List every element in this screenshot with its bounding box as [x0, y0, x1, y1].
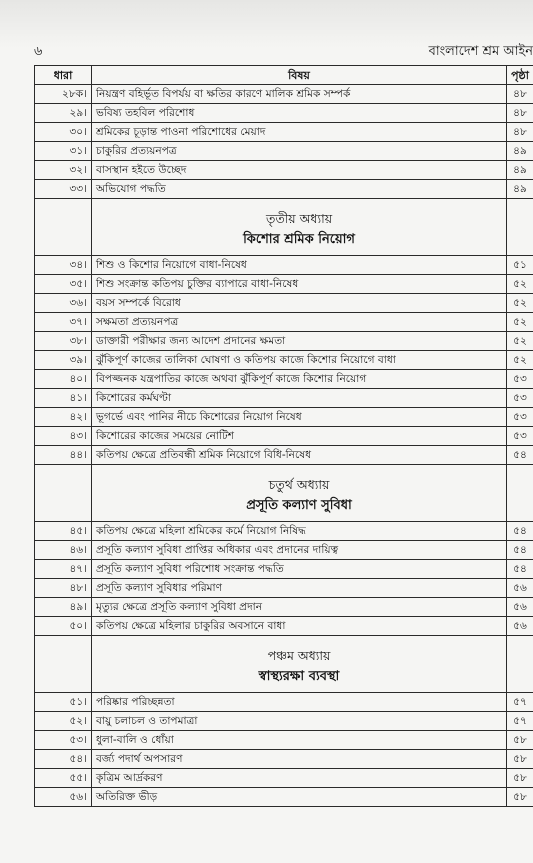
- section-number-cell: ৩০।: [35, 123, 92, 142]
- section-number-cell: ৪৬।: [35, 541, 92, 560]
- section-number-cell: ৪৮।: [35, 579, 92, 598]
- section-number-cell: ২৮ক।: [35, 85, 92, 104]
- section-group: [35, 256, 533, 465]
- table-row: [35, 294, 533, 313]
- subject-cell: সক্ষমতা প্রত্যয়নপত্র: [92, 313, 507, 332]
- table-row: [35, 161, 533, 180]
- subject-cell: কিশোরের কাজের সময়ের নোটিশ: [92, 427, 507, 446]
- subject-cell: শিশু ও কিশোর নিয়োগে বাধা-নিষেধ: [92, 256, 507, 275]
- subject-cell: বায়ু চলাচল ও তাপমাত্রা: [92, 712, 507, 731]
- table-row: [35, 256, 533, 275]
- table-row: [35, 446, 533, 465]
- table-row: [35, 769, 533, 788]
- subject-cell: ঝুঁকিপূর্ণ কাজের তালিকা ঘোষণা ও কতিপয় কাজে কিশোর নিয়োগে বাধা: [92, 351, 507, 370]
- page-number-cell: ৫২: [507, 332, 533, 351]
- subject-cell: বর্জ্য পদার্থ অপসারণ: [92, 750, 507, 769]
- subject-cell: ভবিষ্য তহবিল পরিশোধ: [92, 104, 507, 123]
- subject-cell: কৃত্রিম আর্দ্রকরণ: [92, 769, 507, 788]
- page-number-cell: ৪৮: [507, 123, 533, 142]
- chapter-heading-row: [35, 636, 533, 693]
- table-row: [35, 85, 533, 104]
- table-row: [35, 275, 533, 294]
- table-row: [35, 579, 533, 598]
- page-number-cell: ৫৩: [507, 427, 533, 446]
- table-row: [35, 712, 533, 731]
- page-number-cell: ৫৮: [507, 769, 533, 788]
- table-row: [35, 351, 533, 370]
- subject-cell: ভূগর্ভে এবং পানির নীচে কিশোরের নিয়োগ নিষেধ: [92, 408, 507, 427]
- section-number-cell: ৩৬।: [35, 294, 92, 313]
- page-number-cell: ৪৮: [507, 104, 533, 123]
- section-number-cell: ৪৯।: [35, 598, 92, 617]
- subject-cell: কতিপয় ক্ষেত্রে মহিলার চাকুরির অবসানে বাধা: [92, 617, 507, 636]
- section-number-cell: ৩৩।: [35, 180, 92, 199]
- page-number-cell: ৫৪: [507, 560, 533, 579]
- section-number-cell: ৪১।: [35, 389, 92, 408]
- table-row: [35, 598, 533, 617]
- section-group: [35, 693, 533, 807]
- section-number-cell: ৩৫।: [35, 275, 92, 294]
- table-row: [35, 123, 533, 142]
- subject-cell: শ্রমিকের চূড়ান্ত পাওনা পরিশোধের মেয়াদ: [92, 123, 507, 142]
- page-number-cell: ৫৭: [507, 693, 533, 712]
- page-number-cell: ৫৬: [507, 579, 533, 598]
- page-number-cell: ৫৭: [507, 712, 533, 731]
- page-number-cell: ৫১: [507, 256, 533, 275]
- chapter-subtitle: স্বাস্থ্যরক্ষা ব্যবস্থা: [258, 669, 340, 684]
- table-row: [35, 731, 533, 750]
- table-row: [35, 370, 533, 389]
- running-title: বাংলাদেশ শ্রম আইন: [428, 44, 533, 59]
- table-row: [35, 332, 533, 351]
- page-number-cell: ৪৯: [507, 161, 533, 180]
- table-row: [35, 408, 533, 427]
- table-row: [35, 750, 533, 769]
- chapter-block: [35, 636, 533, 693]
- column-header-page: পৃষ্ঠা: [507, 66, 533, 85]
- page-number-cell: ৫৩: [507, 408, 533, 427]
- page-number-cell: ৫৬: [507, 617, 533, 636]
- page-number-cell: ৫৪: [507, 446, 533, 465]
- section-number-cell: ৪২।: [35, 408, 92, 427]
- table-row: [35, 541, 533, 560]
- section-number-cell: ৫৩।: [35, 731, 92, 750]
- subject-cell: বয়স সম্পর্কে বিরোধ: [92, 294, 507, 313]
- section-number-cell: ৩২।: [35, 161, 92, 180]
- subject-cell: প্রসূতি কল্যাণ সুবিধা পরিশোধ সংক্রান্ত পদ্ধতি: [92, 560, 507, 579]
- table-row: [35, 693, 533, 712]
- section-number-cell: ৫৪।: [35, 750, 92, 769]
- page-number-cell: ৪৯: [507, 142, 533, 161]
- table-header-row: [35, 66, 533, 85]
- table-row: [35, 389, 533, 408]
- subject-cell: বিপজ্জনক যন্ত্রপাতির কাজে অথবা ঝুঁকিপূর্ণ কাজে কিশোর নিয়োগ: [92, 370, 507, 389]
- table-row: [35, 788, 533, 807]
- table-row: [35, 180, 533, 199]
- subject-cell: প্রসূতি কল্যাণ সুবিধার পরিমাণ: [92, 579, 507, 598]
- page-number-cell: ৫৬: [507, 598, 533, 617]
- section-number-cell: ৩১।: [35, 142, 92, 161]
- section-number-cell: ৩৪।: [35, 256, 92, 275]
- section-number-cell: ৫৫।: [35, 769, 92, 788]
- column-header-section: ধারা: [35, 66, 92, 85]
- page-number-cell: ৫২: [507, 294, 533, 313]
- chapter-heading-row: [35, 465, 533, 522]
- subject-cell: মৃত্যুর ক্ষেত্রে প্রসূতি কল্যাণ সুবিধা প্রদান: [92, 598, 507, 617]
- table-row: [35, 522, 533, 541]
- page-number-cell: ৪৯: [507, 180, 533, 199]
- subject-cell: কতিপয় ক্ষেত্রে মহিলা শ্রমিকের কর্মে নিয়োগ নিষিদ্ধ: [92, 522, 507, 541]
- page-number-cell: ৫২: [507, 313, 533, 332]
- subject-cell: অভিযোগ পদ্ধতি: [92, 180, 507, 199]
- contents-table: [34, 65, 533, 807]
- page-number-cell: ৪৮: [507, 85, 533, 104]
- section-number-cell: ৪৫।: [35, 522, 92, 541]
- chapter-subtitle: কিশোর শ্রমিক নিয়োগ: [243, 232, 355, 247]
- section-number-cell: ৩৮।: [35, 332, 92, 351]
- table-row: [35, 313, 533, 332]
- subject-cell: ধুলা-বালি ও ধোঁয়া: [92, 731, 507, 750]
- page-number-cell: ৫৪: [507, 522, 533, 541]
- table-row: [35, 560, 533, 579]
- chapter-block: [35, 465, 533, 522]
- section-number-cell: ৪৭।: [35, 560, 92, 579]
- page-number-cell: ৫৮: [507, 731, 533, 750]
- section-number-cell: ৪৩।: [35, 427, 92, 446]
- subject-cell: পরিষ্কার পরিচ্ছন্নতা: [92, 693, 507, 712]
- chapter-title: তৃতীয় অধ্যায়: [265, 211, 333, 226]
- section-number-cell: ৩৭।: [35, 313, 92, 332]
- page-number-cell: ৫২: [507, 275, 533, 294]
- section-number-cell: ৫১।: [35, 693, 92, 712]
- subject-cell: কিশোরের কর্মঘণ্টা: [92, 389, 507, 408]
- page-number-cell: ৫৮: [507, 750, 533, 769]
- page-number-cell: ৫২: [507, 351, 533, 370]
- section-number-cell: ৪৪।: [35, 446, 92, 465]
- subject-cell: প্রসূতি কল্যাণ সুবিধা প্রাপ্তির অধিকার এবং প্রদানের দায়িত্ব: [92, 541, 507, 560]
- section-number-cell: ৫২।: [35, 712, 92, 731]
- column-header-subject: বিষয়: [92, 66, 507, 85]
- table-row: [35, 104, 533, 123]
- table-row: [35, 617, 533, 636]
- chapter-heading-row: [35, 199, 533, 256]
- page-number-cell: ৫৩: [507, 389, 533, 408]
- section-number-cell: ৪০।: [35, 370, 92, 389]
- page-number-cell: ৫৮: [507, 788, 533, 807]
- subject-cell: অতিরিক্ত ভীড়: [92, 788, 507, 807]
- chapter-subtitle: প্রসূতি কল্যাণ সুবিধা: [246, 498, 352, 513]
- subject-cell: চাকুরির প্রত্যয়নপত্র: [92, 142, 507, 161]
- section-number-cell: ৩৯।: [35, 351, 92, 370]
- subject-cell: বাসস্থান হইতে উচ্ছেদ: [92, 161, 507, 180]
- chapter-title: চতুর্থ অধ্যায়: [268, 477, 330, 492]
- chapter-block: [35, 199, 533, 256]
- section-group: [35, 85, 533, 199]
- page-number-cell: ৫৩: [507, 370, 533, 389]
- table-row: [35, 142, 533, 161]
- page-number: ৬: [34, 44, 43, 59]
- section-number-cell: ৫৬।: [35, 788, 92, 807]
- section-group: [35, 522, 533, 636]
- section-number-cell: ২৯।: [35, 104, 92, 123]
- page-header: [0, 40, 533, 62]
- subject-cell: ডাক্তারী পরীক্ষার জন্য আদেশ প্রদানের ক্ষমতা: [92, 332, 507, 351]
- table-row: [35, 427, 533, 446]
- subject-cell: শিশু সংক্রান্ত কতিপয় চুক্তির ব্যাপারে বাধা-নিষেধ: [92, 275, 507, 294]
- subject-cell: নিয়ন্ত্রণ বহির্ভূত বিপর্যয় বা ক্ষতির কারণে মালিক শ্রমিক সম্পর্ক: [92, 85, 507, 104]
- subject-cell: কতিপয় ক্ষেত্রে প্রতিবন্ধী শ্রমিক নিয়োগে বিধি-নিষেধ: [92, 446, 507, 465]
- chapter-title: পঞ্চম অধ্যায়: [267, 648, 331, 663]
- section-number-cell: ৫০।: [35, 617, 92, 636]
- page-number-cell: ৫৪: [507, 541, 533, 560]
